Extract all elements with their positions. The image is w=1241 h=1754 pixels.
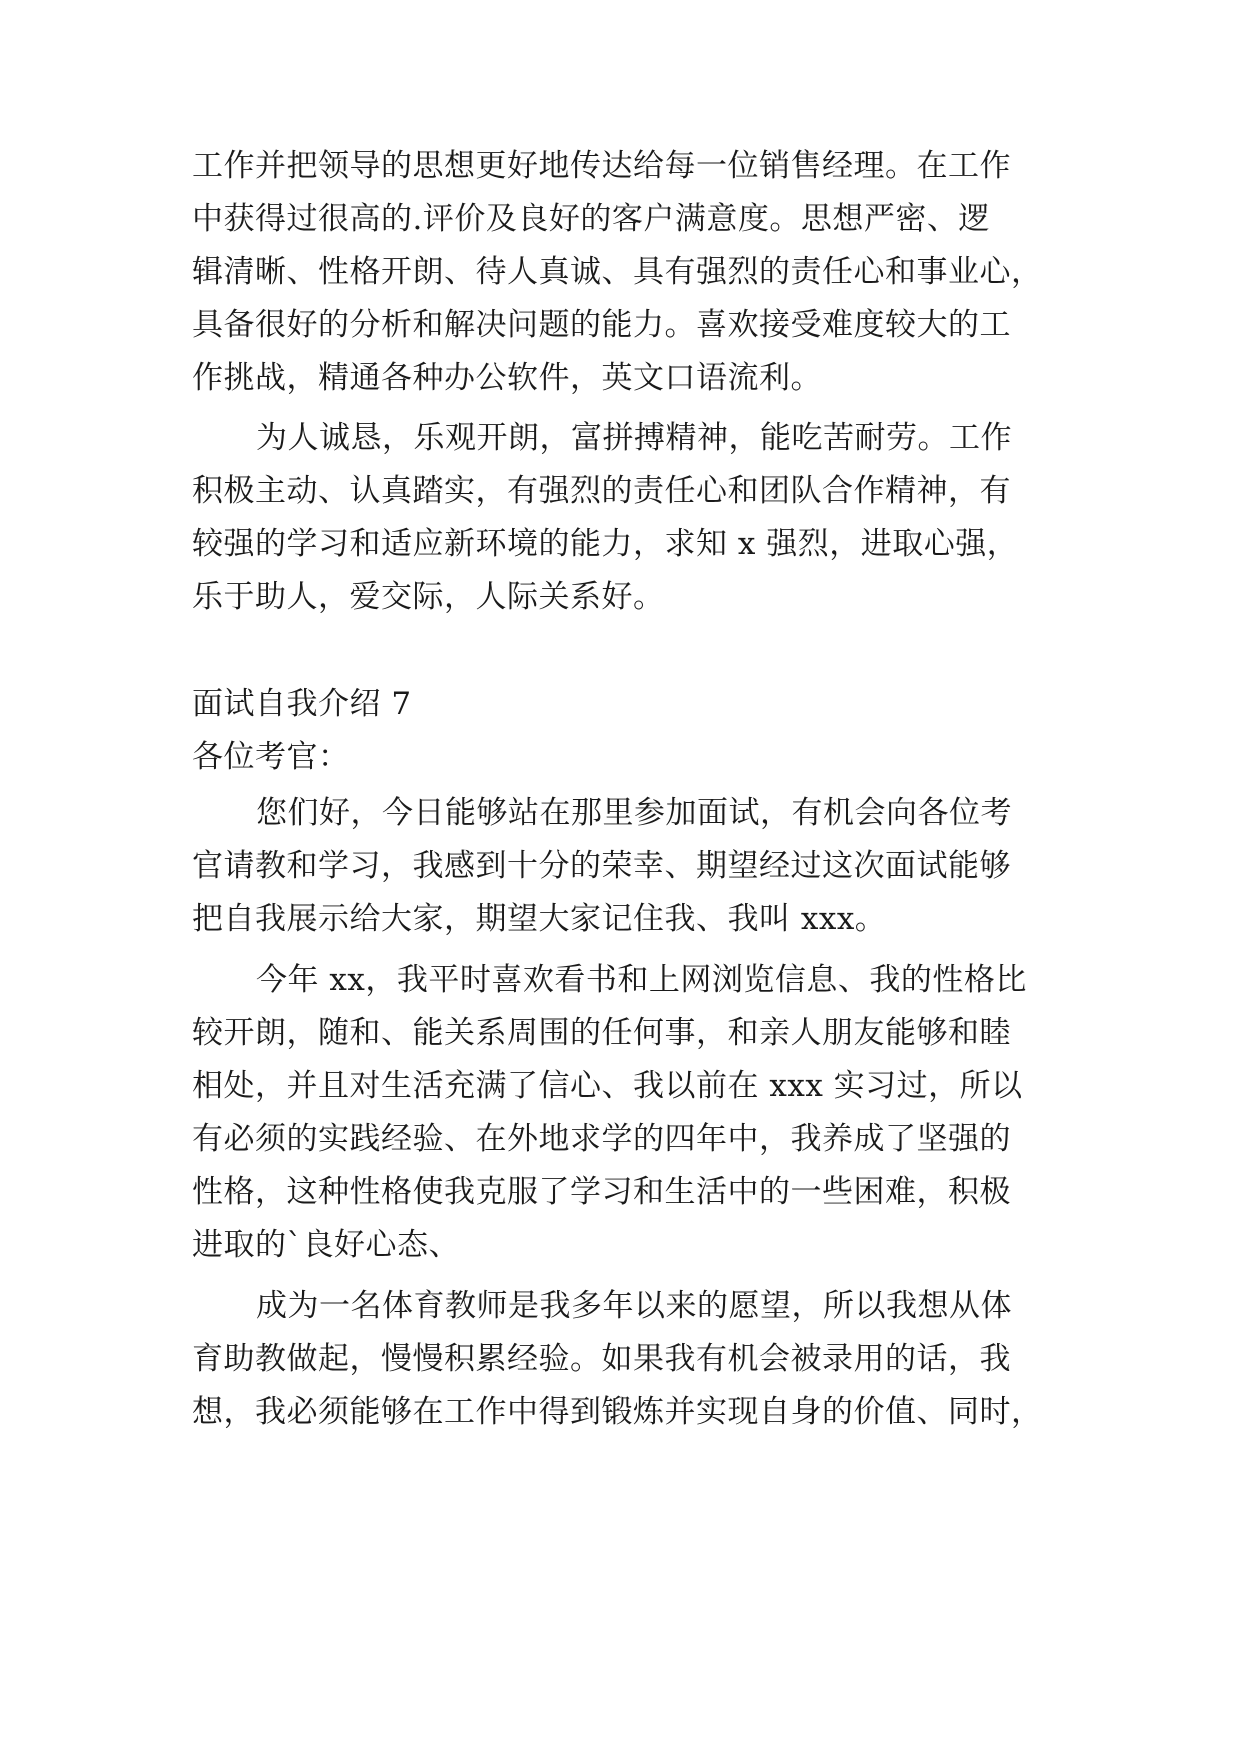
paragraph-line: 进取的`良好心态、 (192, 1227, 460, 1263)
paragraph-line: 较开朗，随和、能关系周围的任何事，和亲人朋友能够和睦 (192, 1015, 1011, 1051)
section-heading: 面试自我介绍 7 (192, 686, 412, 722)
paragraph-line: 较强的学习和适应新环境的能力，求知 x 强烈，进取心强， (192, 526, 1019, 562)
paragraph-line: 乐于助人，爱交际，人际关系好。 (192, 579, 665, 615)
paragraph-line: 有必须的实践经验、在外地求学的四年中，我养成了坚强的 (192, 1121, 1011, 1157)
paragraph-line: 积极主动、认真踏实，有强烈的责任心和团队合作精神，有 (192, 473, 1011, 509)
paragraph-line: 性格，这种性格使我克服了学习和生活中的一些困难，积极 (192, 1174, 1011, 1210)
paragraph-line: 辑清晰、性格开朗、待人真诚、具有强烈的责任心和事业心， (192, 254, 1043, 290)
paragraph-line: 您们好，今日能够站在那里参加面试，有机会向各位考 (256, 795, 1012, 831)
salutation: 各位考官： (192, 739, 350, 775)
paragraph-line: 为人诚恳，乐观开朗，富拼搏精神，能吃苦耐劳。工作 (256, 420, 1012, 456)
paragraph-line: 成为一名体育教师是我多年以来的愿望，所以我想从体 (256, 1288, 1012, 1324)
paragraph-line: 具备很好的分析和解决问题的能力。喜欢接受难度较大的工 (192, 307, 1011, 343)
paragraph-line: 把自我展示给大家，期望大家记住我、我叫 xxx。 (192, 901, 887, 937)
paragraph-line: 官请教和学习，我感到十分的荣幸、期望经过这次面试能够 (192, 848, 1011, 884)
paragraph-line: 想，我必须能够在工作中得到锻炼并实现自身的价值、同时， (192, 1394, 1043, 1430)
paragraph-line: 工作并把领导的思想更好地传达给每一位销售经理。在工作 (192, 148, 1011, 184)
paragraph-line: 作挑战，精通各种办公软件，英文口语流利。 (192, 360, 822, 396)
paragraph-line: 今年 xx，我平时喜欢看书和上网浏览信息、我的性格比 (256, 962, 1027, 998)
paragraph-line: 育助教做起，慢慢积累经验。如果我有机会被录用的话，我 (192, 1341, 1011, 1377)
paragraph-line: 相处，并且对生活充满了信心、我以前在 xxx 实习过，所以 (192, 1068, 1023, 1104)
paragraph-line: 中获得过很高的.评价及良好的客户满意度。思想严密、逻 (192, 201, 990, 237)
